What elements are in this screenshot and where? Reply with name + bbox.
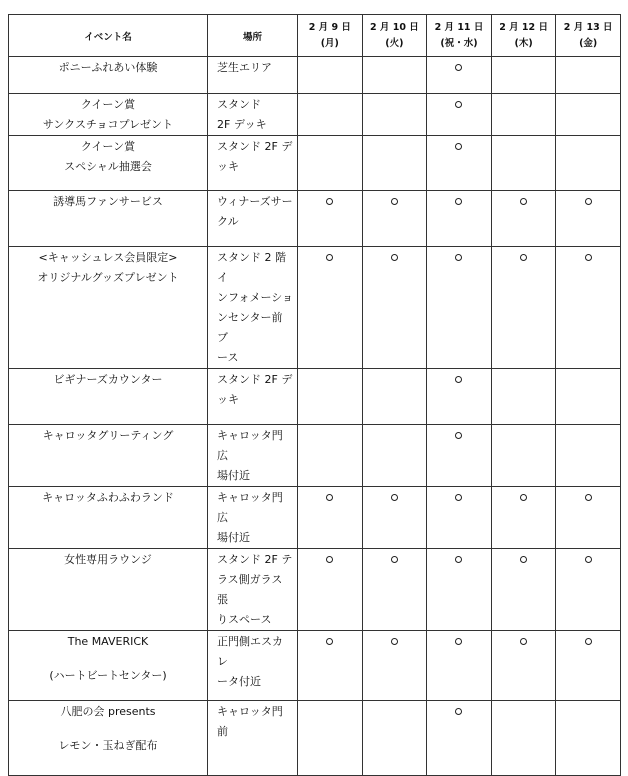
header-date: 2 月 9 日 [308, 21, 351, 33]
place-cell [208, 247, 298, 369]
day-cell [427, 487, 492, 549]
event-name-line: スペシャル抽選会 [64, 160, 152, 173]
place-line: りスペース [217, 613, 272, 626]
held-circle-icon [391, 556, 398, 563]
event-name-cell [9, 369, 208, 425]
event-name-cell [9, 425, 208, 487]
day-cell [491, 425, 556, 487]
table-row [9, 549, 621, 631]
held-circle-icon [520, 494, 527, 501]
header-date: 2 月 10 日 [370, 21, 419, 33]
place-cell [208, 549, 298, 631]
held-circle-icon [585, 494, 592, 501]
event-name-cell [9, 136, 208, 191]
place-line: ラス側ガラス張 [217, 573, 283, 606]
day-cell [556, 57, 621, 94]
day-cell [556, 631, 621, 701]
held-circle-icon [455, 708, 462, 715]
held-circle-icon [455, 254, 462, 261]
day-cell [298, 487, 363, 549]
header-day [491, 15, 556, 57]
header-weekday: (月) [320, 37, 339, 49]
day-cell [427, 136, 492, 191]
held-circle-icon [391, 198, 398, 205]
place-cell [208, 94, 298, 136]
event-name-cell [9, 701, 208, 776]
place-line: ッキ [217, 160, 239, 173]
day-cell [556, 247, 621, 369]
place-line: 場付近 [217, 531, 250, 544]
place-cell [208, 425, 298, 487]
table-row [9, 57, 621, 94]
header-day [362, 15, 427, 57]
day-cell [298, 57, 363, 94]
held-circle-icon [326, 494, 333, 501]
place-line: キャロッタ門広 [217, 429, 283, 462]
day-cell [491, 57, 556, 94]
day-cell [298, 247, 363, 369]
day-cell [556, 369, 621, 425]
day-cell [491, 247, 556, 369]
place-cell [208, 191, 298, 247]
event-name-line: (ハートビートセンター) [49, 669, 167, 682]
header-day [298, 15, 363, 57]
held-circle-icon [455, 101, 462, 108]
event-schedule-table [8, 14, 621, 776]
event-name-line: キャロッタふわふわランド [42, 491, 174, 504]
day-cell [298, 631, 363, 701]
held-circle-icon [520, 638, 527, 645]
header-date: 2 月 12 日 [499, 21, 548, 33]
day-cell [556, 191, 621, 247]
day-cell [556, 487, 621, 549]
held-circle-icon [455, 432, 462, 439]
day-cell [491, 549, 556, 631]
place-cell [208, 631, 298, 701]
day-cell [298, 191, 363, 247]
day-cell [556, 425, 621, 487]
day-cell [362, 136, 427, 191]
held-circle-icon [455, 556, 462, 563]
event-name-line: クイーン賞 [80, 98, 136, 111]
day-cell [362, 701, 427, 776]
header-weekday: (火) [385, 37, 404, 49]
day-cell [362, 631, 427, 701]
place-cell [208, 369, 298, 425]
day-cell [362, 247, 427, 369]
day-cell [298, 549, 363, 631]
place-cell [208, 57, 298, 94]
day-cell [491, 94, 556, 136]
day-cell [427, 94, 492, 136]
table-row [9, 487, 621, 549]
event-name-line: オリジナルグッズプレゼント [37, 271, 179, 284]
day-cell [556, 136, 621, 191]
day-cell [427, 425, 492, 487]
day-cell [556, 94, 621, 136]
held-circle-icon [455, 376, 462, 383]
held-circle-icon [520, 556, 527, 563]
header-day [427, 15, 492, 57]
header-event-name: イベント名 [9, 15, 208, 57]
place-line: スタンド 2 階イ [217, 251, 286, 284]
event-name-cell [9, 549, 208, 631]
event-name-cell [9, 57, 208, 94]
place-line: ータ付近 [217, 675, 261, 688]
place-line: 正門側エスカレ [217, 635, 283, 668]
place-line: ウィナーズサー [217, 195, 293, 208]
day-cell [427, 191, 492, 247]
day-cell [427, 369, 492, 425]
day-cell [491, 136, 556, 191]
day-cell [362, 487, 427, 549]
day-cell [491, 701, 556, 776]
day-cell [427, 549, 492, 631]
event-name-line: <キャッシュレス会員限定> [38, 251, 178, 264]
event-name-cell [9, 487, 208, 549]
held-circle-icon [520, 198, 527, 205]
header-weekday: (木) [514, 37, 533, 49]
place-line: 場付近 [217, 469, 250, 482]
day-cell [298, 701, 363, 776]
table-row [9, 136, 621, 191]
event-name-line [9, 722, 207, 736]
day-cell [362, 369, 427, 425]
place-line: スタンド 2F デ [217, 140, 293, 153]
day-cell [298, 94, 363, 136]
held-circle-icon [520, 254, 527, 261]
day-cell [298, 136, 363, 191]
event-name-line: The MAVERICK [67, 635, 149, 648]
place-cell [208, 701, 298, 776]
held-circle-icon [455, 198, 462, 205]
place-line: キャロッタ門前 [217, 705, 283, 738]
place-line: スタンド 2F テ [217, 553, 293, 566]
event-name-cell [9, 631, 208, 701]
held-circle-icon [326, 198, 333, 205]
day-cell [362, 57, 427, 94]
header-place: 場所 [208, 15, 298, 57]
day-cell [427, 701, 492, 776]
event-name-line [9, 652, 207, 666]
place-line: ンフォメーショ [217, 291, 294, 304]
held-circle-icon [391, 638, 398, 645]
day-cell [362, 425, 427, 487]
held-circle-icon [585, 638, 592, 645]
held-circle-icon [585, 254, 592, 261]
table-row [9, 425, 621, 487]
table-row [9, 631, 621, 701]
place-line: ース [217, 351, 239, 364]
table-row [9, 247, 621, 369]
header-weekday: (金) [579, 37, 598, 49]
place-cell [208, 136, 298, 191]
table-row [9, 94, 621, 136]
day-cell [427, 631, 492, 701]
event-name-cell [9, 191, 208, 247]
held-circle-icon [455, 64, 462, 71]
event-name-line: 女性専用ラウンジ [64, 553, 152, 566]
place-line: ッキ [217, 393, 239, 406]
event-name-line: レモン・玉ねぎ配布 [58, 739, 158, 752]
table-row [9, 701, 621, 776]
event-name-line: クイーン賞 [80, 140, 136, 153]
day-cell [491, 631, 556, 701]
place-line: 芝生エリア [217, 61, 272, 74]
place-line: スタンド 2F デ [217, 373, 293, 386]
place-line: スタンド [217, 98, 261, 111]
day-cell [362, 94, 427, 136]
day-cell [427, 247, 492, 369]
held-circle-icon [391, 254, 398, 261]
event-name-line: 誘導馬ファンサービス [53, 195, 163, 208]
held-circle-icon [326, 638, 333, 645]
day-cell [556, 549, 621, 631]
day-cell [298, 369, 363, 425]
held-circle-icon [326, 254, 333, 261]
header-weekday: (祝・水) [440, 37, 478, 49]
held-circle-icon [326, 556, 333, 563]
table-row [9, 369, 621, 425]
held-circle-icon [585, 198, 592, 205]
header-date: 2 月 11 日 [434, 21, 484, 33]
held-circle-icon [455, 638, 462, 645]
place-line: キャロッタ門広 [217, 491, 283, 524]
event-name-line: サンクスチョコプレゼント [42, 118, 174, 131]
event-name-cell [9, 247, 208, 369]
event-name-cell [9, 94, 208, 136]
day-cell [362, 549, 427, 631]
table-row [9, 191, 621, 247]
day-cell [556, 701, 621, 776]
place-line: クル [217, 215, 239, 228]
event-name-line: ポニーふれあい体験 [58, 61, 158, 74]
held-circle-icon [455, 143, 462, 150]
header-row [9, 15, 621, 57]
place-line: ンセンター前ブ [217, 311, 283, 344]
place-line: 2F デッキ [217, 118, 267, 131]
day-cell [491, 191, 556, 247]
event-name-line: ビギナーズカウンター [53, 373, 163, 386]
day-cell [491, 487, 556, 549]
day-cell [491, 369, 556, 425]
header-date: 2 月 13 日 [563, 21, 613, 33]
held-circle-icon [455, 494, 462, 501]
held-circle-icon [391, 494, 398, 501]
day-cell [298, 425, 363, 487]
day-cell [427, 57, 492, 94]
place-cell [208, 487, 298, 549]
held-circle-icon [585, 556, 592, 563]
event-name-line: キャロッタグリーティング [42, 429, 174, 442]
day-cell [362, 191, 427, 247]
event-name-line: 八肥の会 presents [60, 705, 156, 718]
header-day [556, 15, 621, 57]
